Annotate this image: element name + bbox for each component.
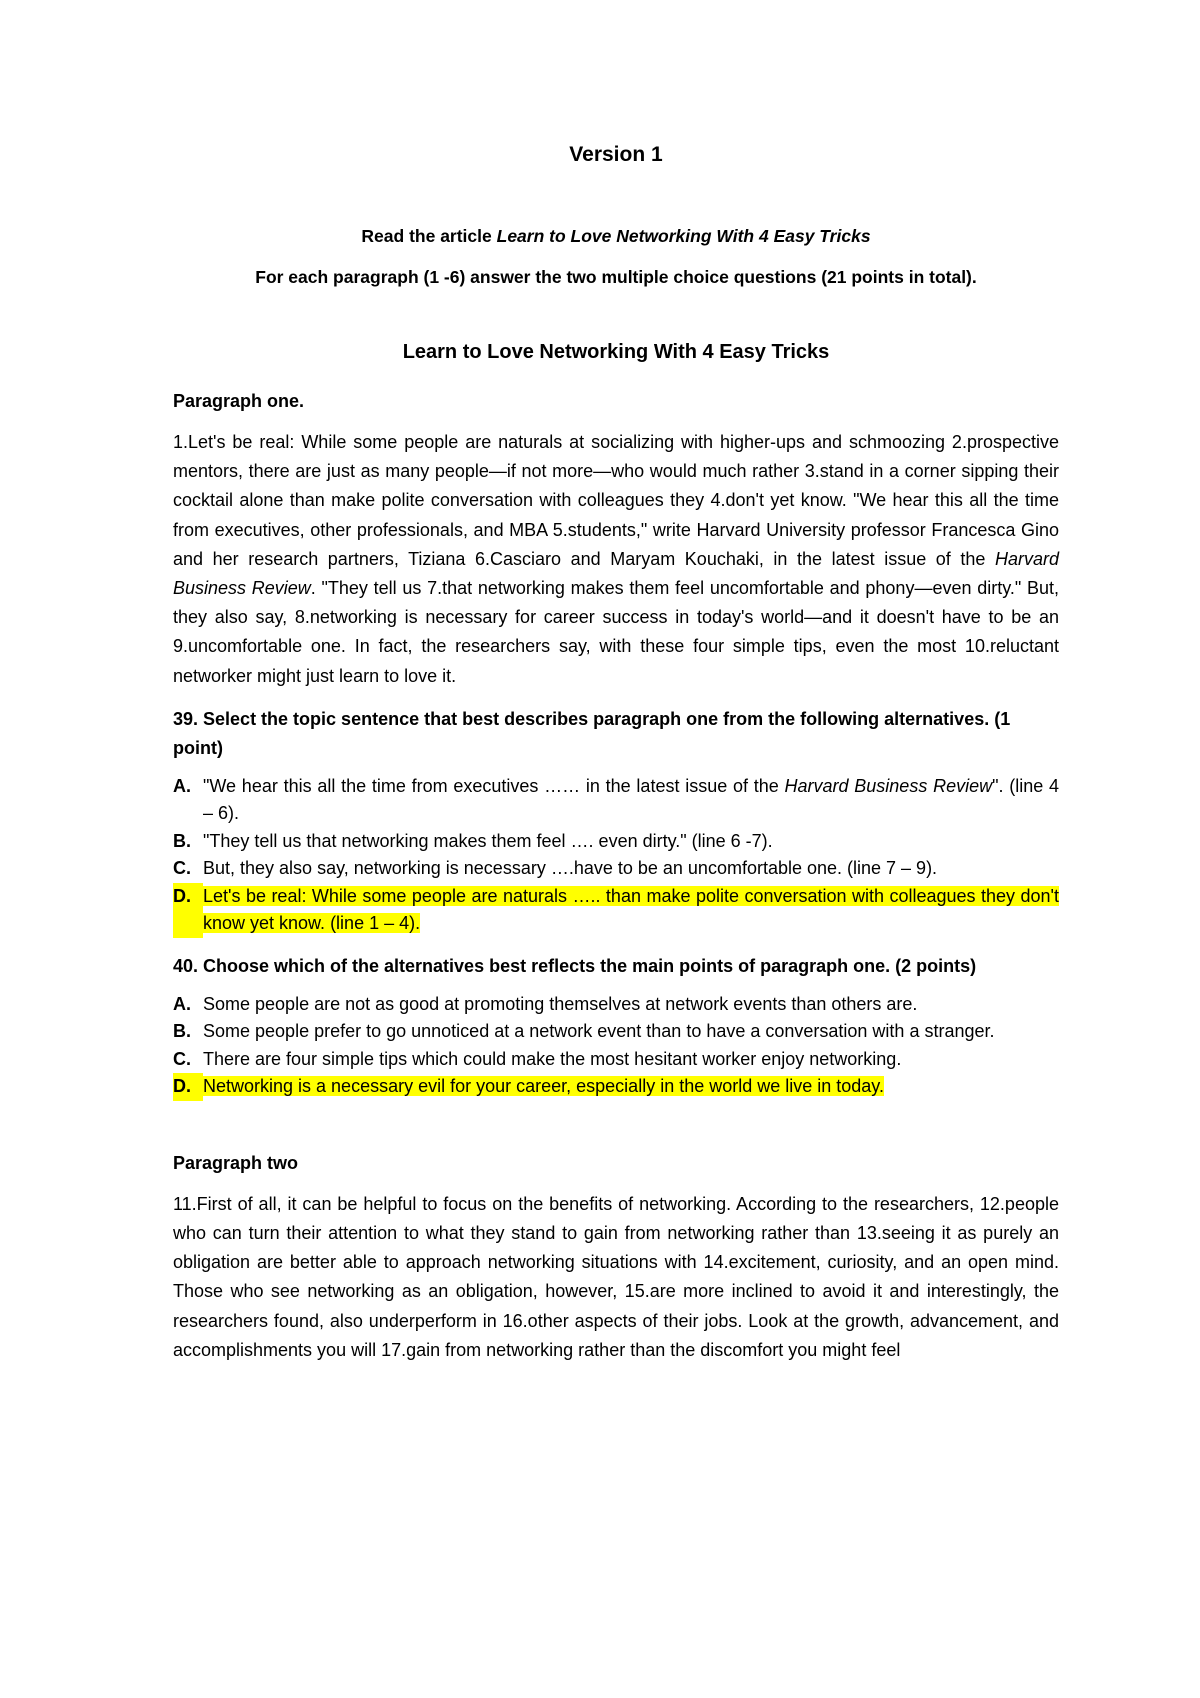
question-40-option-d bbox=[173, 1073, 1059, 1101]
option-text: But, they also say, networking is necessary ….have to be an uncomfortable one. (line 7 – 9). bbox=[203, 858, 938, 879]
question-39-option-d bbox=[173, 883, 1059, 938]
option-text-before: "We hear this all the time from executives …… in the latest issue of the bbox=[203, 775, 785, 796]
option-text-highlighted bbox=[203, 1073, 1059, 1101]
option-text-italic: Harvard Business Review bbox=[784, 775, 993, 796]
read-article-instruction bbox=[173, 222, 1059, 251]
question-40-option-a bbox=[173, 991, 1059, 1019]
option-highlight-span: Networking is a necessary evil for your career, especially in the world we live in today. bbox=[203, 1076, 884, 1097]
paragraph-two-heading: Paragraph two bbox=[173, 1152, 299, 1173]
option-letter: A. bbox=[173, 993, 191, 1014]
document-content bbox=[173, 140, 1059, 1365]
option-letter: B. bbox=[173, 830, 191, 851]
task-instructions: For each paragraph (1 -6) answer the two multiple choice questions (21 points in total). bbox=[255, 267, 977, 287]
option-text: Some people prefer to go unnoticed at a network event than to have a conversation with a stranger. bbox=[203, 1021, 995, 1042]
paragraph-one-heading: Paragraph one. bbox=[173, 391, 305, 411]
paragraph-one-text-part1: 1.Let's be real: While some people are naturals at socializing with higher-ups and schmoozing 2.prospective mentors, there are just as many people—if not more—who would much rather 3.stand in a corner sipping their cocktail alone than make polite conversation with colleagues they 4.don't yet know. "We hear this all the time from executives, other professionals, and MBA 5.students," write Harvard University professor Francesca Gino and her research partners, Tiziana 6.Casciaro and Maryam Kouchaki, in the latest issue of the bbox=[173, 432, 1059, 569]
question-40-option-c bbox=[173, 1046, 1059, 1074]
paragraph-one-text-part2: . "They tell us 7.that networking makes them feel uncomfortable and phony—even dirty." But, they also say, 8.networking is necessary for career success in today's world—and it doesn't have to be an 9.uncomfortable one. In fact, the researchers say, with these four simple tips, even the most 10.reluctant networker might just learn to love it. bbox=[173, 578, 1059, 686]
option-text-highlighted bbox=[203, 883, 1059, 938]
option-text-after: ". (line 4 – 6). bbox=[203, 775, 1060, 824]
paragraph-two-text: 11.First of all, it can be helpful to focus on the benefits of networking. According to the researchers, 12.people who can turn their attention to what they stand to gain from networking rather than 13.seeing it as purely an obligation are better able to approach networking situations with 14.excitement, curiosity, and an open mind. Those who see networking as an obligation, however, 15.are more inclined to avoid it and interestingly, the researchers found, also underperform in 16.other aspects of their jobs. Look at the growth, advancement, and accomplishments you will 17.gain from networking rather than the discomfort you might feel bbox=[173, 1193, 1059, 1360]
option-text: Some people are not as good at promoting themselves at network events than others are. bbox=[203, 993, 918, 1014]
read-article-prefix: Read the article bbox=[361, 226, 497, 246]
question-40-prompt: 40. Choose which of the alternatives best reflects the main points of paragraph one. (2 points) bbox=[173, 955, 977, 976]
option-letter: B. bbox=[173, 1021, 191, 1042]
option-letter: C. bbox=[173, 1048, 191, 1069]
question-39-option-a bbox=[173, 773, 1059, 828]
version-heading: Version 1 bbox=[569, 143, 663, 166]
question-40-options bbox=[173, 991, 1059, 1101]
option-text: "They tell us that networking makes them feel …. even dirty." (line 6 -7). bbox=[203, 830, 773, 851]
option-letter: C. bbox=[173, 858, 191, 879]
option-text bbox=[203, 773, 1059, 828]
option-letter-highlighted: D. bbox=[173, 1073, 203, 1101]
read-article-title: Learn to Love Networking With 4 Easy Tricks bbox=[496, 226, 871, 246]
option-highlight-span: Let's be real: While some people are naturals ….. than make polite conversation with colleagues they don't know yet know. (line 1 – 4). bbox=[203, 885, 1059, 934]
question-39-option-b bbox=[173, 828, 1059, 856]
option-letter: A. bbox=[173, 775, 191, 796]
paragraph-one-journal-name: Harvard Business Review bbox=[173, 548, 1059, 599]
article-title: Learn to Love Networking With 4 Easy Tricks bbox=[402, 341, 830, 363]
paragraph-one-text bbox=[173, 428, 1059, 691]
option-letter-highlighted: D. bbox=[173, 883, 203, 938]
question-39-prompt: 39. Select the topic sentence that best describes paragraph one from the following alternatives. (1 point) bbox=[173, 708, 1011, 758]
question-39-options bbox=[173, 773, 1059, 938]
question-40-option-b bbox=[173, 1018, 1059, 1046]
option-text: There are four simple tips which could make the most hesitant worker enjoy networking. bbox=[203, 1048, 902, 1069]
question-39-option-c bbox=[173, 855, 1059, 883]
